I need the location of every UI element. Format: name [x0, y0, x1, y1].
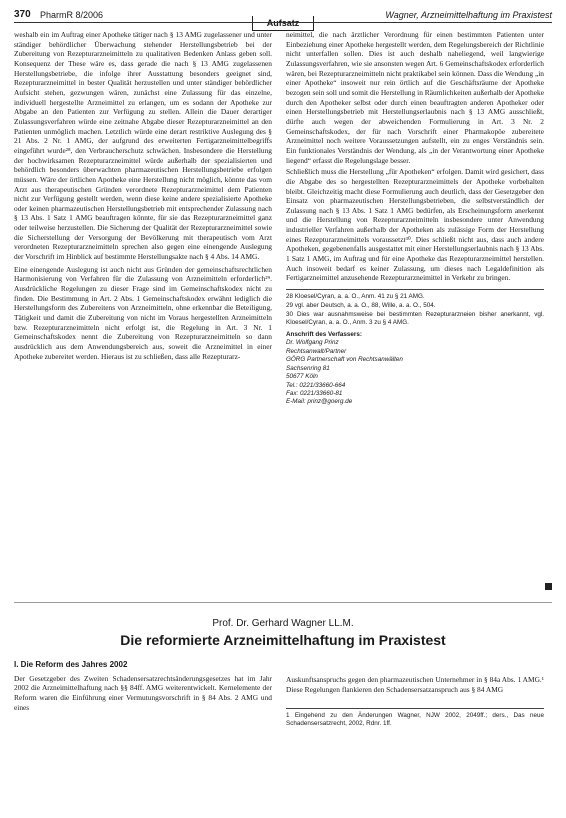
- article-right-column: [286, 675, 544, 728]
- address-line: Fax: 0221/33660-81: [286, 389, 343, 397]
- address-line: Sachsenring 81: [286, 364, 330, 372]
- header-rule: [14, 22, 552, 23]
- article-title: Die reformierte Arzneimittelhaftung im Praxistest: [120, 632, 446, 648]
- body-paragraph: Auskunftsanspruchs gegen den pharmazeutischen Unternehmer in § 84a Abs. 1 AMG.¹ Diese Regelungen flankieren den Schadensersatzanspruch aus § 84 AMG: [286, 675, 544, 694]
- body-paragraph: neimittel, die nach ärztlicher Verordnung für einen bestimmten Patienten unter Einbeziehung einer Apotheke hergestellt werden, dem Regelungsbereich der Richtlinie nicht unterfallen sollen. Dies ist auch deshalb naheliegend, weil langwierige Zulassungsverfahren, wie sie ansonsten wegen Art. 6 Gemeinschaftskodex erforderlich wären, bei Rezepturarzneimitteln nicht praktikabel sein können. Dass die Wendung „in einer Apotheke“ insoweit nur rein örtlich auf die Geschäftsräume der Apotheke bezogen sein soll und somit die Herstellung in Räumlichkeiten außerhalb der Apotheke durch den Apotheker selbst oder durch einen beauftragten anderen Apotheker oder einen Herstellungsbetrieb mit Herstellungserlaubnis nach § 13 AMG ausschließt, dürfte auch wegen der abweichenden Formulierung in Art. 3 Nr. 2 Gemeinschaftskodex, der für nach Vorschrift einer Pharmakopöe zubereitete Arzneimittel noch weitere Voraussetzungen aufstellt, ein zu enges Verständnis sein. Ein funktionales Verständnis der Wendung, als „in der Verantwortung einer Apotheke liegend“ erfasst die Regelungslage besser.: [286, 30, 544, 165]
- footnote: 1 Eingehend zu den Änderungen Wagner, NJW 2002, 2049ff.; ders., Das neue Schadensersatzrecht, 2002, Rdnr. 1ff.: [286, 708, 544, 728]
- right-column: [286, 30, 544, 407]
- address-line: 50677 Köln: [286, 373, 318, 381]
- article-divider: [14, 602, 552, 603]
- article-author: Prof. Dr. Gerhard Wagner LL.M.: [212, 618, 354, 629]
- section-heading: I. Die Reform des Jahres 2002: [14, 660, 128, 669]
- author-address: [286, 331, 544, 407]
- end-of-article-mark: [545, 583, 552, 590]
- address-heading: Anschrift des Verfassers:: [286, 331, 362, 339]
- address-line: Tel.: 0221/33660-664: [286, 381, 346, 389]
- footnote: 29 vgl. aber Deutsch, a. a. O., 88, Wille, a. a. O., 504.: [286, 302, 436, 310]
- address-line: Rechtsanwalt/Partner: [286, 347, 347, 355]
- address-line: Dr. Wolfgang Prinz: [286, 339, 339, 347]
- footnote: 30 Dies war ausnahmsweise bei bestimmten Rezepturarzneien bisher anerkannt, vgl. Kloesel/Cyran, a. a. O., Anm. 3 zu § 4 AMG.: [286, 311, 544, 327]
- footnotes: [286, 289, 544, 327]
- journal-issue: PharmR 8/2006: [40, 10, 104, 20]
- body-paragraph: Eine einengende Auslegung ist auch nicht aus Gründen der gemeinschaftsrechtlichen Harmonisierung von Verfahren für die Zulassung von Arzneimitteln erforderlich²⁹. Ausdrückliche Regelungen zu dieser Frage sind im Gemeinschaftskodex nicht zu finden. Die Bestimmung in Art. 2 Abs. 1 Gemeinschaftskodex erwähnt lediglich die Herstellungsform des Zubereitens von Arzneimitteln, ohne erkennbar die Beteiligung, Tätigkeit und damit die Zubereitung von nicht im Voraus hergestellten Arzneimitteln bzw. Rezepturarzneimitteln nicht erfolgt ist, die Regelung in Art. 3 Nr. 1 Gemeinschaftskodex nennt die Zubereitung von Rezepturarzneimitteln so dann ausdrücklich aus dem Anwendungsbereich aus, soweit die Arzneimittel in einer Apotheke zubereitet werden. Hieraus ist zu schließen, dass alle Rezepturarz-: [14, 264, 272, 361]
- body-paragraph: Der Gesetzgeber des Zweiten Schadensersatzrechtsänderungsgesetzes hat im Jahr 2002 die Arzneimittelhaftung nach §§ 84ff. AMG weiterentwickelt. Kernelemente der Reform waren die Einführung einer Vermutungsvorschrift in § 84 Abs. 2 AMG und eines: [14, 673, 272, 712]
- email-link[interactable]: E-Mail: prinz@goerg.de: [286, 398, 353, 406]
- footnote: 28 Kloesel/Cyran, a. a. O., Anm. 41 zu § 21 AMG.: [286, 293, 425, 301]
- running-header: [14, 6, 552, 28]
- body-paragraph: Schließlich muss die Herstellung „für Apotheken“ erfolgen. Damit wird gesichert, dass die Abgabe des so hergestellten Rezepturarzneimittels der Apotheke vorbehalten bleibt. Gleichzeitig macht diese Formulierung auch deutlich, dass der Gesetzgeber den Einsatz von pharmazeutischen Herstellungsbetrieben, die selbstverständlich der Zulassung nach § 13 Abs. 1 Satz 1 AMG bedürfen, als Erscheinungsform anerkennt und die Herstellung von Rezepturarzneimitteln insbesondere unter Anwendung industrieller Verfahren außerhalb der Apotheken als zulässige Form der Herstellung eines Rezepturarzneimittels voraussetzt³⁰. Dies schließt nicht aus, dass auch andere Apotheken, gegebenenfalls ausgestattet mit einer Herstellungserlaubnis nach § 13 Abs. 1 Satz 1 AMG, im Auftrag und für eine Apotheke das Rezepturarzneimittel herstellen. Auch insoweit bedarf es keiner Zulassung, um dieses nach Legaldefinition als Fertigarzneimittel anzusehende Rezepturarzneimittel in Verkehr zu bringen.: [286, 167, 544, 283]
- running-title: Wagner, Arzneimittelhaftung im Praxistest: [385, 10, 552, 20]
- left-column: [14, 30, 272, 363]
- body-paragraph: weshalb ein im Auftrag einer Apotheke tätiger nach § 13 AMG zugelassener und unter ständiger behördlicher Überwachung stehender Herstellungsbetrieb bei der Zubereitung von Rezepturarzneimitteln zu qualitativen Bedenken Anlass geben soll. Konsequenz der These wäre es, dass gerade die nach § 13 AMG zugelassenen Herstellungsbetriebe, die infolge ihrer Ausstattung besonders geeignet sind, Rezepturarzneimittel in bester Qualität herzustellen und unter ständiger behördlicher Aufsicht stehen, gezwungen wären, zunächst eine Zulassung für das einzelne, individuell hergestellte Arzneimittel zu erlangen, um es sodann der Apotheke zur Abgabe an den Patienten zur Verfügung zu stellen. Allein die Dauer derartiger Zulassungsverfahren würde eine zeitnahe Abgabe dieser Rezepturarzneimittel an den Patienten unmöglich machen. Letztlich würde eine derart restriktive Auslegung des § 21 Abs. 2 Nr. 1 AMG, der aufgrund des erweiterten Fertigarzneimittelbegriffs eingeführt wurde²⁸, den Verbraucherschutz schwächen. Insbesondere die Herstellung der hochwirksamen Rezepturarzneimittel würde außerhalb der spezialisierten und behördlich besonders überwachten pharmazeutischen Herstellungsbetriebe erfolgen müssen. Wäre der örtlichen Apotheke eine Herstellung nicht möglich, könnte das vom Arzt aus therapeutischen Gründen verordnete Rezepturarzneimittel dem Patienten nicht zur Verfügung gestellt werden, wenn diese keine andere spezialisierte Apotheke oder keinen pharmazeutischen Herstellungsbetrieb mit entsprechender Zulassung nach § 13 Abs. 1 Satz 1 AMG beauftragen könnte, für sie das Rezepturarzneimittel ganz oder teilweise herzustellen. Die Sicherung der Qualität der Rezepturarzneimittel sowie die Sicherstellung der Versorgung der Bevölkerung mit therapeutisch vom Arzt verordneten Rezepturarzneimitteln sprechen also gegen eine einengende Auslegung der Vorschrift im Hinblick auf bestimmte Herstellungsakte nach § 4 Abs. 14 AMG.: [14, 30, 272, 262]
- page-number: 370: [14, 9, 31, 20]
- section-tab: Aufsatz: [252, 16, 314, 31]
- address-line: GÖRG Partnerschaft von Rechtsanwälten: [286, 356, 403, 364]
- article-left-column: [14, 660, 272, 712]
